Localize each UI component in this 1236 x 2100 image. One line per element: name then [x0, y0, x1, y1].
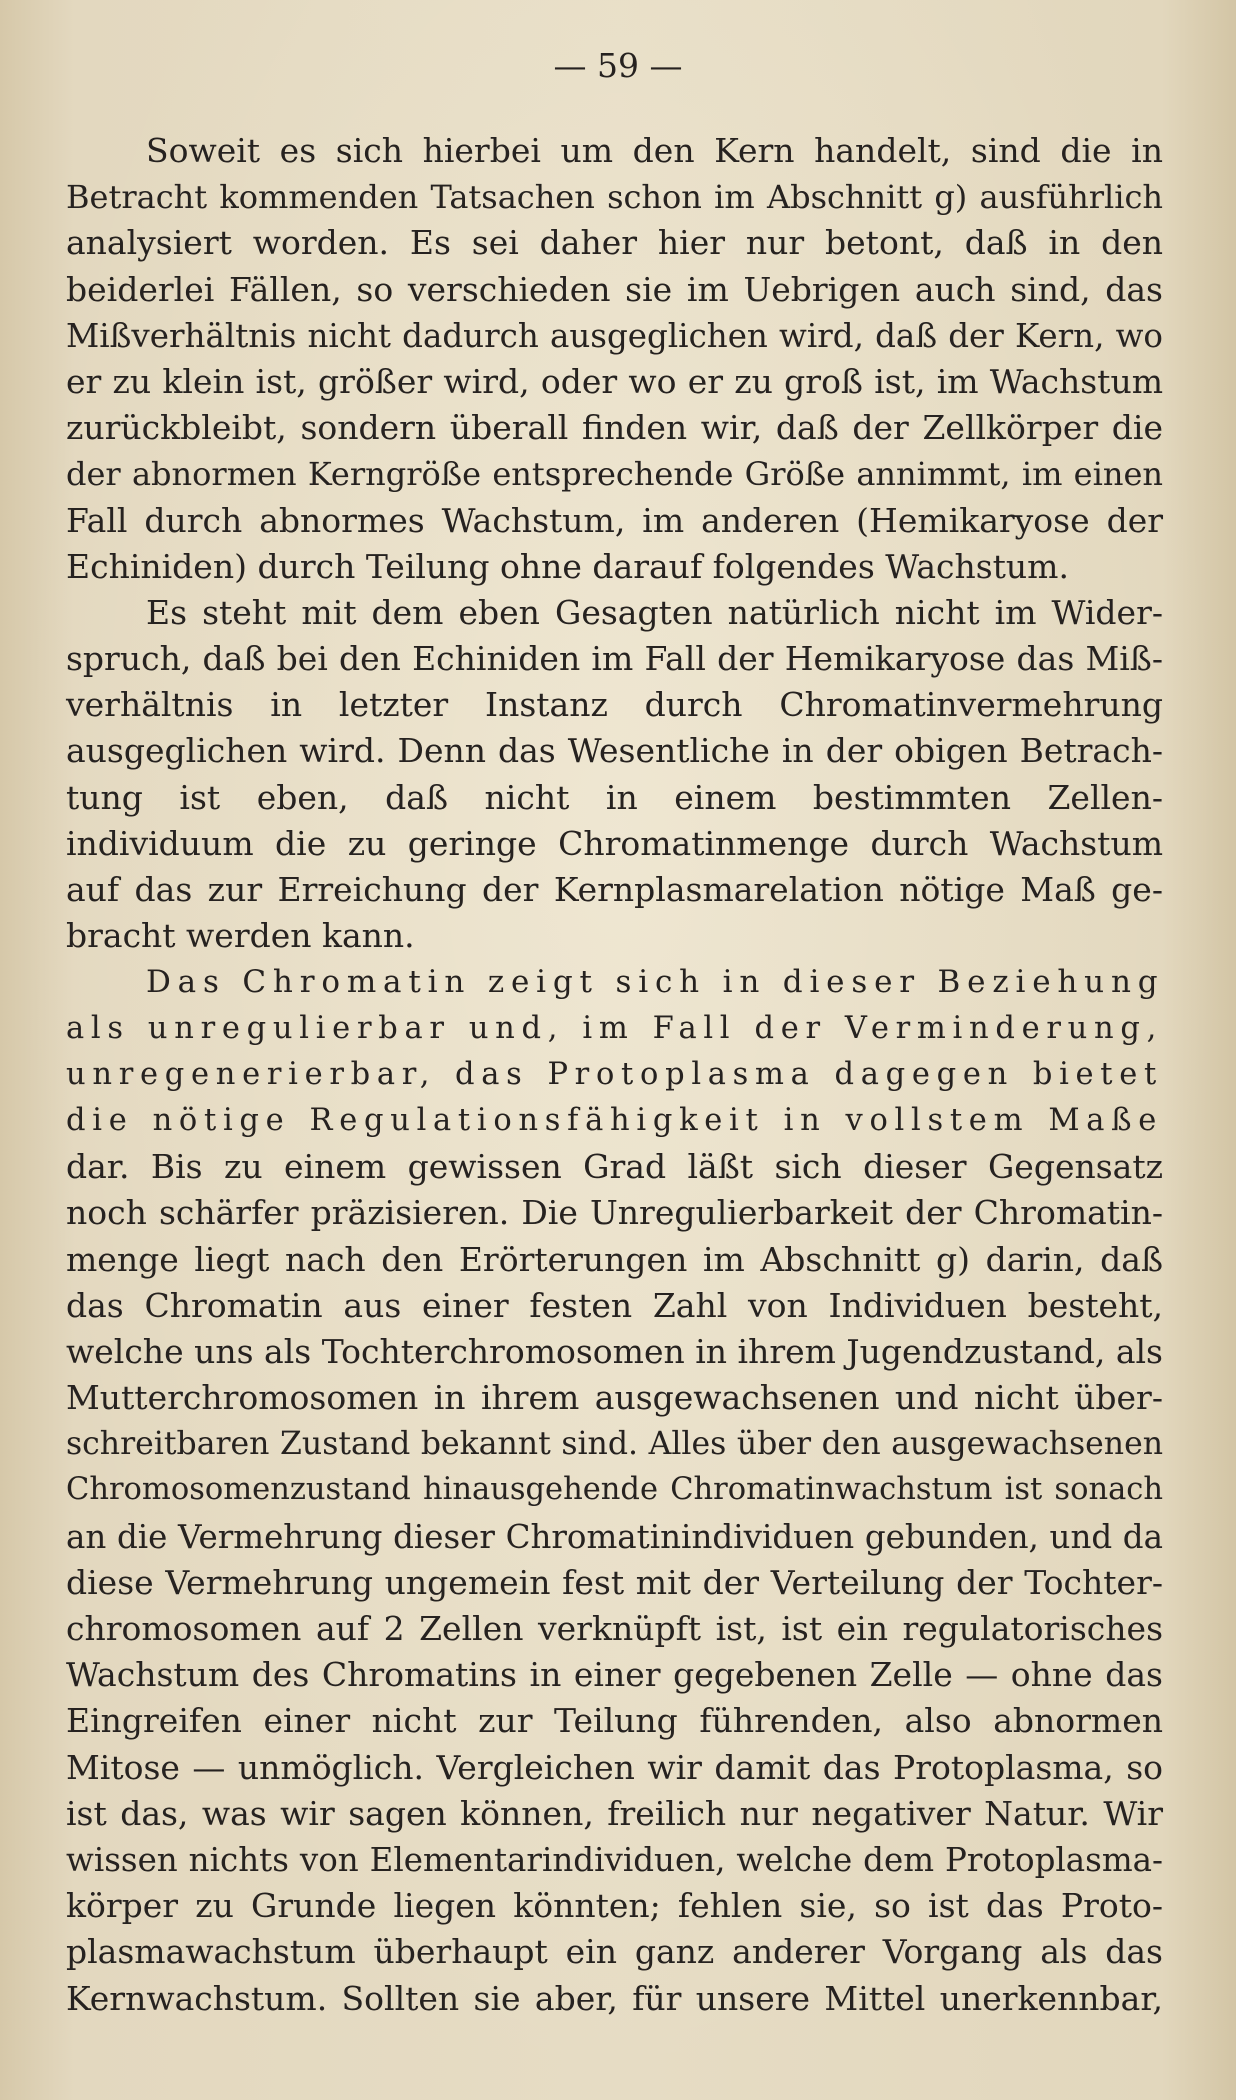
text-line: analysiert worden. Es sei daher hier nur betont, daß in den [66, 223, 1163, 263]
text-line: welche uns als Tochterchromosomen in ihrem Jugendzustand, als [66, 1331, 1163, 1371]
text-line: schreitbaren Zustand bekannt sind. Alles über den ausgewachsenen [66, 1426, 1163, 1463]
text-line: Das Chromatin zeigt sich in dieser Beziehung [146, 964, 1165, 1001]
text-line: Echiniden) durch Teilung ohne darauf folgendes Wachstum. [66, 546, 1069, 586]
text-line: ausgeglichen wird. Denn das Wesentliche in der obigen Betrach- [66, 731, 1163, 771]
text-line: an die Vermehrung dieser Chromatinindividuen gebunden, und da [66, 1517, 1163, 1556]
text-line: Mutterchromosomen in ihrem ausgewachsenen und nicht über- [66, 1378, 1163, 1418]
text-line: Es steht mit dem eben Gesagten natürlich nicht im Wider- [146, 592, 1163, 632]
text-line: diese Vermehrung ungemein fest mit der Verteilung der Tochter- [66, 1562, 1163, 1602]
text-line: individuum die zu geringe Chromatinmenge durch Wachstum [66, 823, 1163, 863]
text-line: menge liegt nach den Erörterungen im Abschnitt g) darin, daß [66, 1239, 1163, 1279]
text-line: auf das zur Erreichung der Kernplasmarelation nötige Maß ge- [66, 870, 1163, 909]
page-number: — 59 — [553, 46, 683, 85]
text-line: dar. Bis zu einem gewissen Grad läßt sich dieser Gegensatz [66, 1147, 1163, 1187]
text-line: bracht werden kann. [66, 916, 415, 956]
text-line: körper zu Grunde liegen könnten; fehlen sie, so ist das Proto- [66, 1886, 1163, 1926]
text-line: chromosomen auf 2 Zellen verknüpft ist, ist ein regulatorisches [66, 1609, 1163, 1648]
text-line: das Chromatin aus einer festen Zahl von Individuen besteht, [66, 1285, 1163, 1325]
text-line: Mitose — unmöglich. Vergleichen wir damit das Protoplasma, so [66, 1747, 1163, 1787]
text-line: Fall durch abnormes Wachstum, im anderen (Hemikaryose der [66, 500, 1163, 540]
text-line: ist das, was wir sagen können, freilich nur negativer Natur. Wir [66, 1793, 1163, 1833]
text-line: tung ist eben, daß nicht in einem bestimmten Zellen- [66, 777, 1163, 817]
text-line: Mißverhältnis nicht dadurch ausgeglichen wird, daß der Kern, wo [66, 316, 1163, 355]
text-line: Chromosomenzustand hinausgehende Chromatinwachstum ist sonach [66, 1472, 1163, 1508]
body-text [66, 128, 1163, 2022]
text-line: zurückbleibt, sondern überall finden wir, daß der Zellkörper die [66, 408, 1163, 448]
text-line: plasmawachstum überhaupt ein ganz anderer Vorgang als das [66, 1932, 1163, 1972]
text-line: noch schärfer präzisieren. Die Unregulierbarkeit der Chromatin- [66, 1193, 1163, 1233]
text-line: Wachstum des Chromatins in einer gegebenen Zelle — ohne das [66, 1655, 1163, 1695]
text-line: er zu klein ist, größer wird, oder wo er zu groß ist, im Wachstum [66, 361, 1163, 401]
text-line: unregenerierbar, das Protoplasma dagegen bietet [66, 1056, 1163, 1092]
text-line: Soweit es sich hierbei um den Kern handelt, sind die in [146, 131, 1163, 170]
text-line: Kernwachstum. Sollten sie aber, für unsere Mittel unerkennbar, [66, 1978, 1163, 2018]
text-line: beiderlei Fällen, so verschieden sie im Uebrigen auch sind, das [66, 269, 1163, 309]
text-line: Eingreifen einer nicht zur Teilung führenden, also abnormen [66, 1701, 1163, 1741]
text-line: der abnormen Kerngröße entsprechende Größe annimmt, im einen [66, 455, 1163, 494]
text-line: spruch, daß bei den Echiniden im Fall der Hemikaryose das Miß- [66, 639, 1163, 679]
text-line: wissen nichts von Elementarindividuen, welche dem Protoplasma- [66, 1840, 1163, 1879]
text-line: als unregulierbar und, im Fall der Verminderung, [66, 1010, 1163, 1046]
text-line: Betracht kommenden Tatsachen schon im Abschnitt g) ausführlich [66, 178, 1163, 217]
text-line: verhältnis in letzter Instanz durch Chromatinvermehrung [66, 685, 1163, 725]
text-line: die nötige Regulationsfähigkeit in vollstem Maße [66, 1102, 1163, 1138]
